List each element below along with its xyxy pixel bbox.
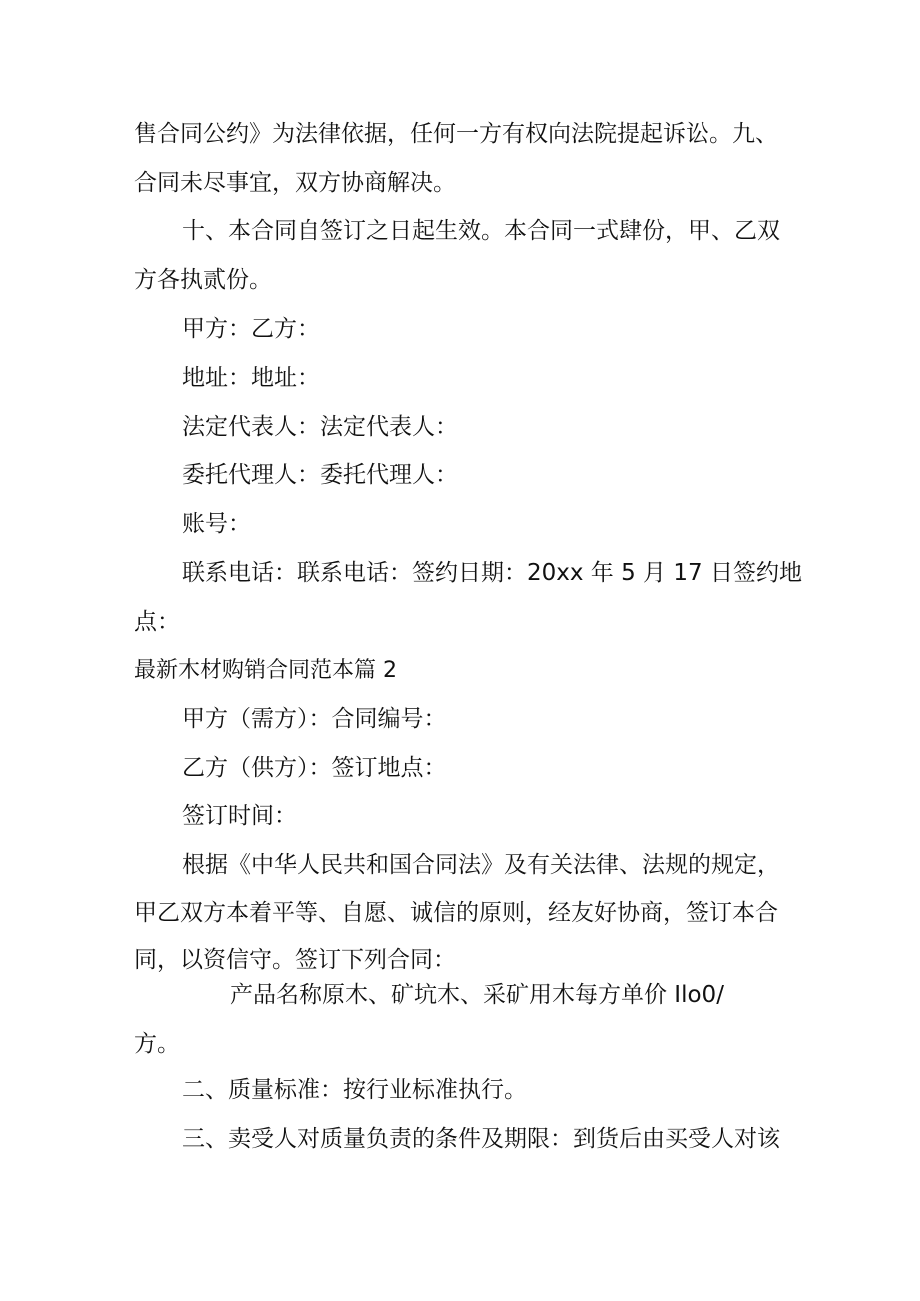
text-line: 根据《中华人民共和国合同法》及有关法律、法规的规定， xyxy=(182,852,780,878)
text-line: 方各执贰份。 xyxy=(134,267,272,293)
section-heading: 最新木材购销合同范本篇 2 xyxy=(134,658,397,683)
text-line: 委托代理人：委托代理人： xyxy=(182,462,458,488)
text-line: 同，以资信守。签订下列合同： xyxy=(134,947,456,973)
text-line: 十、本合同自签订之日起生效。本合同一式肆份，甲、乙双 xyxy=(182,218,780,244)
text-line: 二、质量标准：按行业标准执行。 xyxy=(182,1077,527,1103)
text-line: 联系电话：联系电话：签约日期：20xx 年 5 月 17 日签约地 xyxy=(182,560,802,586)
text-line: 合同未尽事宜，双方协商解决。 xyxy=(134,170,456,196)
text-line: 账号： xyxy=(182,511,251,537)
text-line: 签订时间： xyxy=(182,803,297,829)
text-line: 甲乙双方本着平等、自愿、诚信的原则，经友好协商，签订本合 xyxy=(134,900,778,926)
text-line: 甲方（需方）：合同编号： xyxy=(182,706,447,732)
text-line: 售合同公约》为法律依据，任何一方有权向法院提起诉讼。九、 xyxy=(134,121,778,147)
text-line: 法定代表人：法定代表人： xyxy=(182,414,458,440)
text-line: 产品名称原木、矿坑木、采矿用木每方单价 Ilo0/ xyxy=(230,982,724,1008)
text-line: 甲方：乙方： xyxy=(182,316,320,342)
text-line: 地址：地址： xyxy=(182,365,320,391)
text-line: 方。 xyxy=(134,1031,180,1057)
text-line: 点： xyxy=(134,609,180,635)
text-line: 三、卖受人对质量负责的条件及期限：到货后由买受人对该 xyxy=(182,1126,780,1152)
text-line: 乙方（供方）：签订地点： xyxy=(182,755,447,781)
